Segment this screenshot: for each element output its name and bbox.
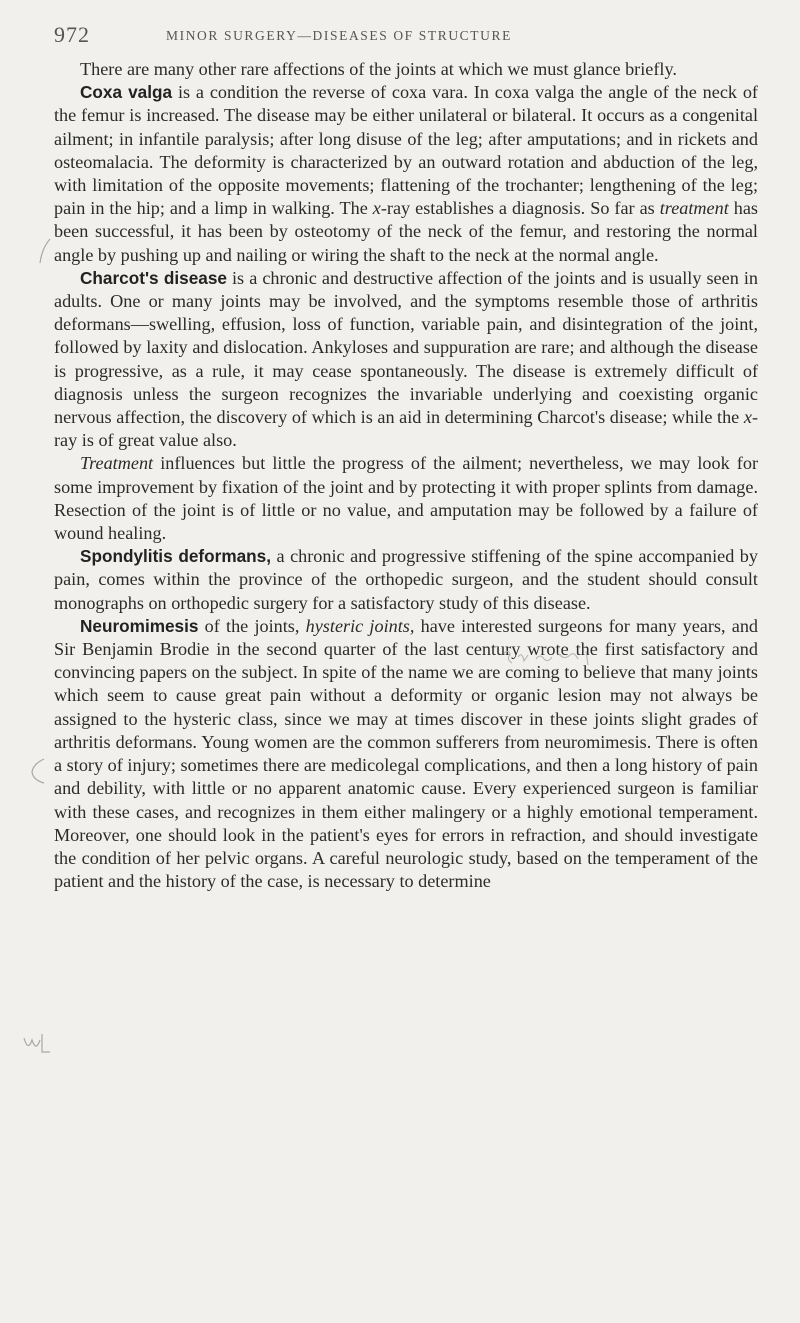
paragraph-text: is a chronic and destructive affection of the joints and is usually seen in adults. One or many joints may be involved, and the symptoms resemble those of arthritis deformans—swelling, effusion, loss of function, variable pain, and disintegration of the joint, followed by laxity and dislocation. Ankyloses and suppuration are rare; and although the disease is progressive, as a rule, it may cease spontaneously. The disease is extremely difficult of diagnosis unless the surgeon recognizes the invariable underlying and coexisting organic nervous affection, the discovery of which is an aid in determining Charcot's disease; while the bbox=[54, 267, 758, 428]
paragraph-text: a chronic and progressive stiffening of the spine accompanied by pain, comes within the province of the orthopedic surgeon, and the student should consult monographs on orthopedic surgery for a satisfactory study of this disease. bbox=[54, 546, 758, 613]
page-number: 972 bbox=[54, 22, 90, 47]
italic-term: x bbox=[743, 407, 752, 428]
paragraph-text: -ray is of great value also. bbox=[54, 407, 758, 451]
paragraph-spondylitis bbox=[54, 545, 758, 615]
section-lead-spondylitis: Spondylitis deformans, bbox=[80, 546, 271, 567]
paragraph-text: There are many other rare affections of the joints at which we must glance briefly. bbox=[80, 59, 677, 79]
margin-pencil-mark-charcot bbox=[38, 238, 52, 264]
section-lead-coxa-valga: Coxa valga bbox=[80, 82, 173, 103]
italic-term: Treatment bbox=[80, 453, 154, 474]
paragraph-coxa-valga bbox=[54, 81, 758, 267]
margin-pencil-mark-hysteric bbox=[22, 1032, 52, 1056]
paragraph-treatment bbox=[54, 452, 758, 545]
paragraph-text: influences but little the progress of the ailment; nevertheless, we may look for some improvement by fixation of the joint and by protecting it with proper splints from damage. Resection of the joint is of little or no value, and amputation may be followed by a failure of wound healing. bbox=[54, 453, 758, 544]
paragraph-text: of the joints, bbox=[198, 615, 306, 636]
italic-term: treatment bbox=[659, 198, 729, 219]
body-text bbox=[54, 58, 758, 893]
italic-term: hysteric joints, bbox=[305, 615, 415, 636]
paragraph-text: has been successful, it has been by osteotomy of the neck of the femur, and restoring the normal angle by pushing up and nailing or wiring the shaft to the neck at the normal angle. bbox=[54, 198, 758, 265]
paragraph-text: is a condition the reverse of coxa vara. In coxa valga the angle of the neck of the femur is increased. The disease may be either unilateral or bilateral. It occurs as a congenital ailment; in infantile paralysis; after long disuse of the leg; after amputations; and in rickets and osteomalacia. The deformity is characterized by an outward rotation and abduction of the leg, with limitation of the opposite movements; flattening of the trochanter; lengthening of the leg; pain in the hip; and a limp in walking. The bbox=[54, 82, 758, 219]
paragraph-text: -ray establishes a diagnosis. So far as bbox=[380, 198, 660, 219]
italic-term: x bbox=[372, 198, 381, 219]
section-lead-neuromimesis: Neuromimesis bbox=[80, 615, 199, 636]
section-lead-charcots-disease: Charcot's disease bbox=[80, 267, 227, 288]
paragraph-charcots-disease bbox=[54, 267, 758, 453]
running-head: MINOR SURGERY—DISEASES OF STRUCTURE bbox=[166, 28, 512, 43]
paragraph-neuromimesis bbox=[54, 615, 758, 893]
paragraph-intro bbox=[54, 58, 758, 81]
paragraph-text: have interested surgeons for many years, and Sir Benjamin Brodie in the second quarter of the last century wrote the first satisfactory and convincing papers on the subject. In spite of the name we are coming to believe that many joints which seem to cause great pain without a deformity or organic lesion may not always be assigned to the hysteric class, since we may at times discover in these joints slight grades of arthritis deformans. Young women are the common sufferers from neuromimesis. There is often a story of injury; sometimes there are medicolegal complications, and then a long history of pain and debility, with little or no apparent anatomic cause. Every experienced surgeon is familiar with these cases, and recognizes in them either malingery or a highly emotional temperament. Moreover, one should look in the patient's eyes for errors in refraction, and should investigate the condition of her pelvic organs. A careful neurologic study, based on the temperament of the patient and the history of the case, is necessary to determine bbox=[54, 615, 759, 892]
page-header bbox=[54, 22, 754, 52]
margin-pencil-mark-neuromimesis bbox=[30, 758, 46, 784]
inline-pencil-scribble bbox=[500, 647, 630, 669]
